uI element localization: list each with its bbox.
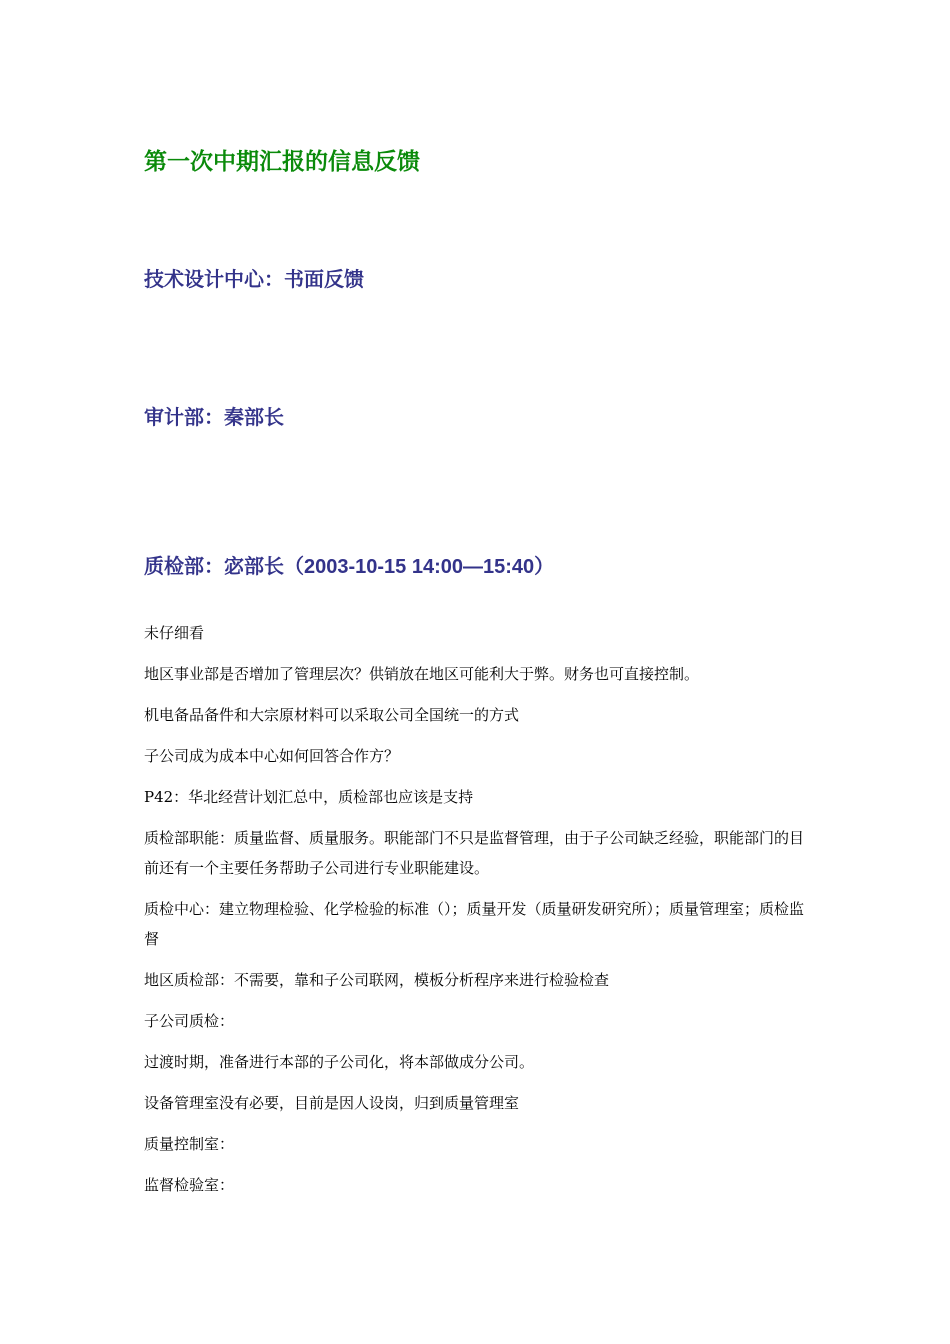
paragraph: P42：华北经营计划汇总中，质检部也应该是支持: [144, 788, 474, 806]
section-heading-quality-label: 质检部：宓部长（: [144, 554, 304, 578]
document-title: 第一次中期汇报的信息反馈: [144, 149, 420, 175]
paragraph: 设备管理室没有必要，目前是因人设岗，归到质量管理室: [144, 1094, 520, 1112]
section-heading-quality-inspection: [144, 551, 554, 582]
paragraph: 地区质检部：不需要，靠和子公司联网，模板分析程序来进行检验检查: [144, 971, 610, 989]
paragraph: 子公司质检：: [144, 1012, 235, 1030]
paragraph: 监督检验室：: [144, 1176, 235, 1194]
paragraph: 未仔细看: [144, 624, 205, 642]
paragraph: 质检中心：建立物理检验、化学检验的标准（）；质量开发（质量研发研究所）；质量管理室；质检监督: [144, 900, 805, 948]
paragraph: 机电备品备件和大宗原材料可以采取公司全国统一的方式: [144, 706, 520, 724]
section-heading-audit: 审计部：秦部长: [144, 405, 284, 429]
paragraph: 质检部职能：质量监督、质量服务。职能部门不只是监督管理，由于子公司缺乏经验，职能部门的目前还有一个主要任务帮助子公司进行专业职能建设。: [144, 829, 805, 877]
section-heading-quality-datetime: 2003-10-15 14:00—15:40: [304, 556, 535, 578]
section-heading-quality-close: ）: [534, 554, 555, 578]
paragraph: 质量控制室：: [144, 1135, 235, 1153]
paragraph: 过渡时期，准备进行本部的子公司化，将本部做成分公司。: [144, 1053, 535, 1071]
document-body: [144, 618, 808, 1211]
paragraph: 子公司成为成本中心如何回答合作方？: [144, 747, 400, 765]
section-heading-tech-design: 技术设计中心：书面反馈: [144, 267, 364, 291]
paragraph: 地区事业部是否增加了管理层次？供销放在地区可能利大于弊。财务也可直接控制。: [144, 665, 700, 683]
